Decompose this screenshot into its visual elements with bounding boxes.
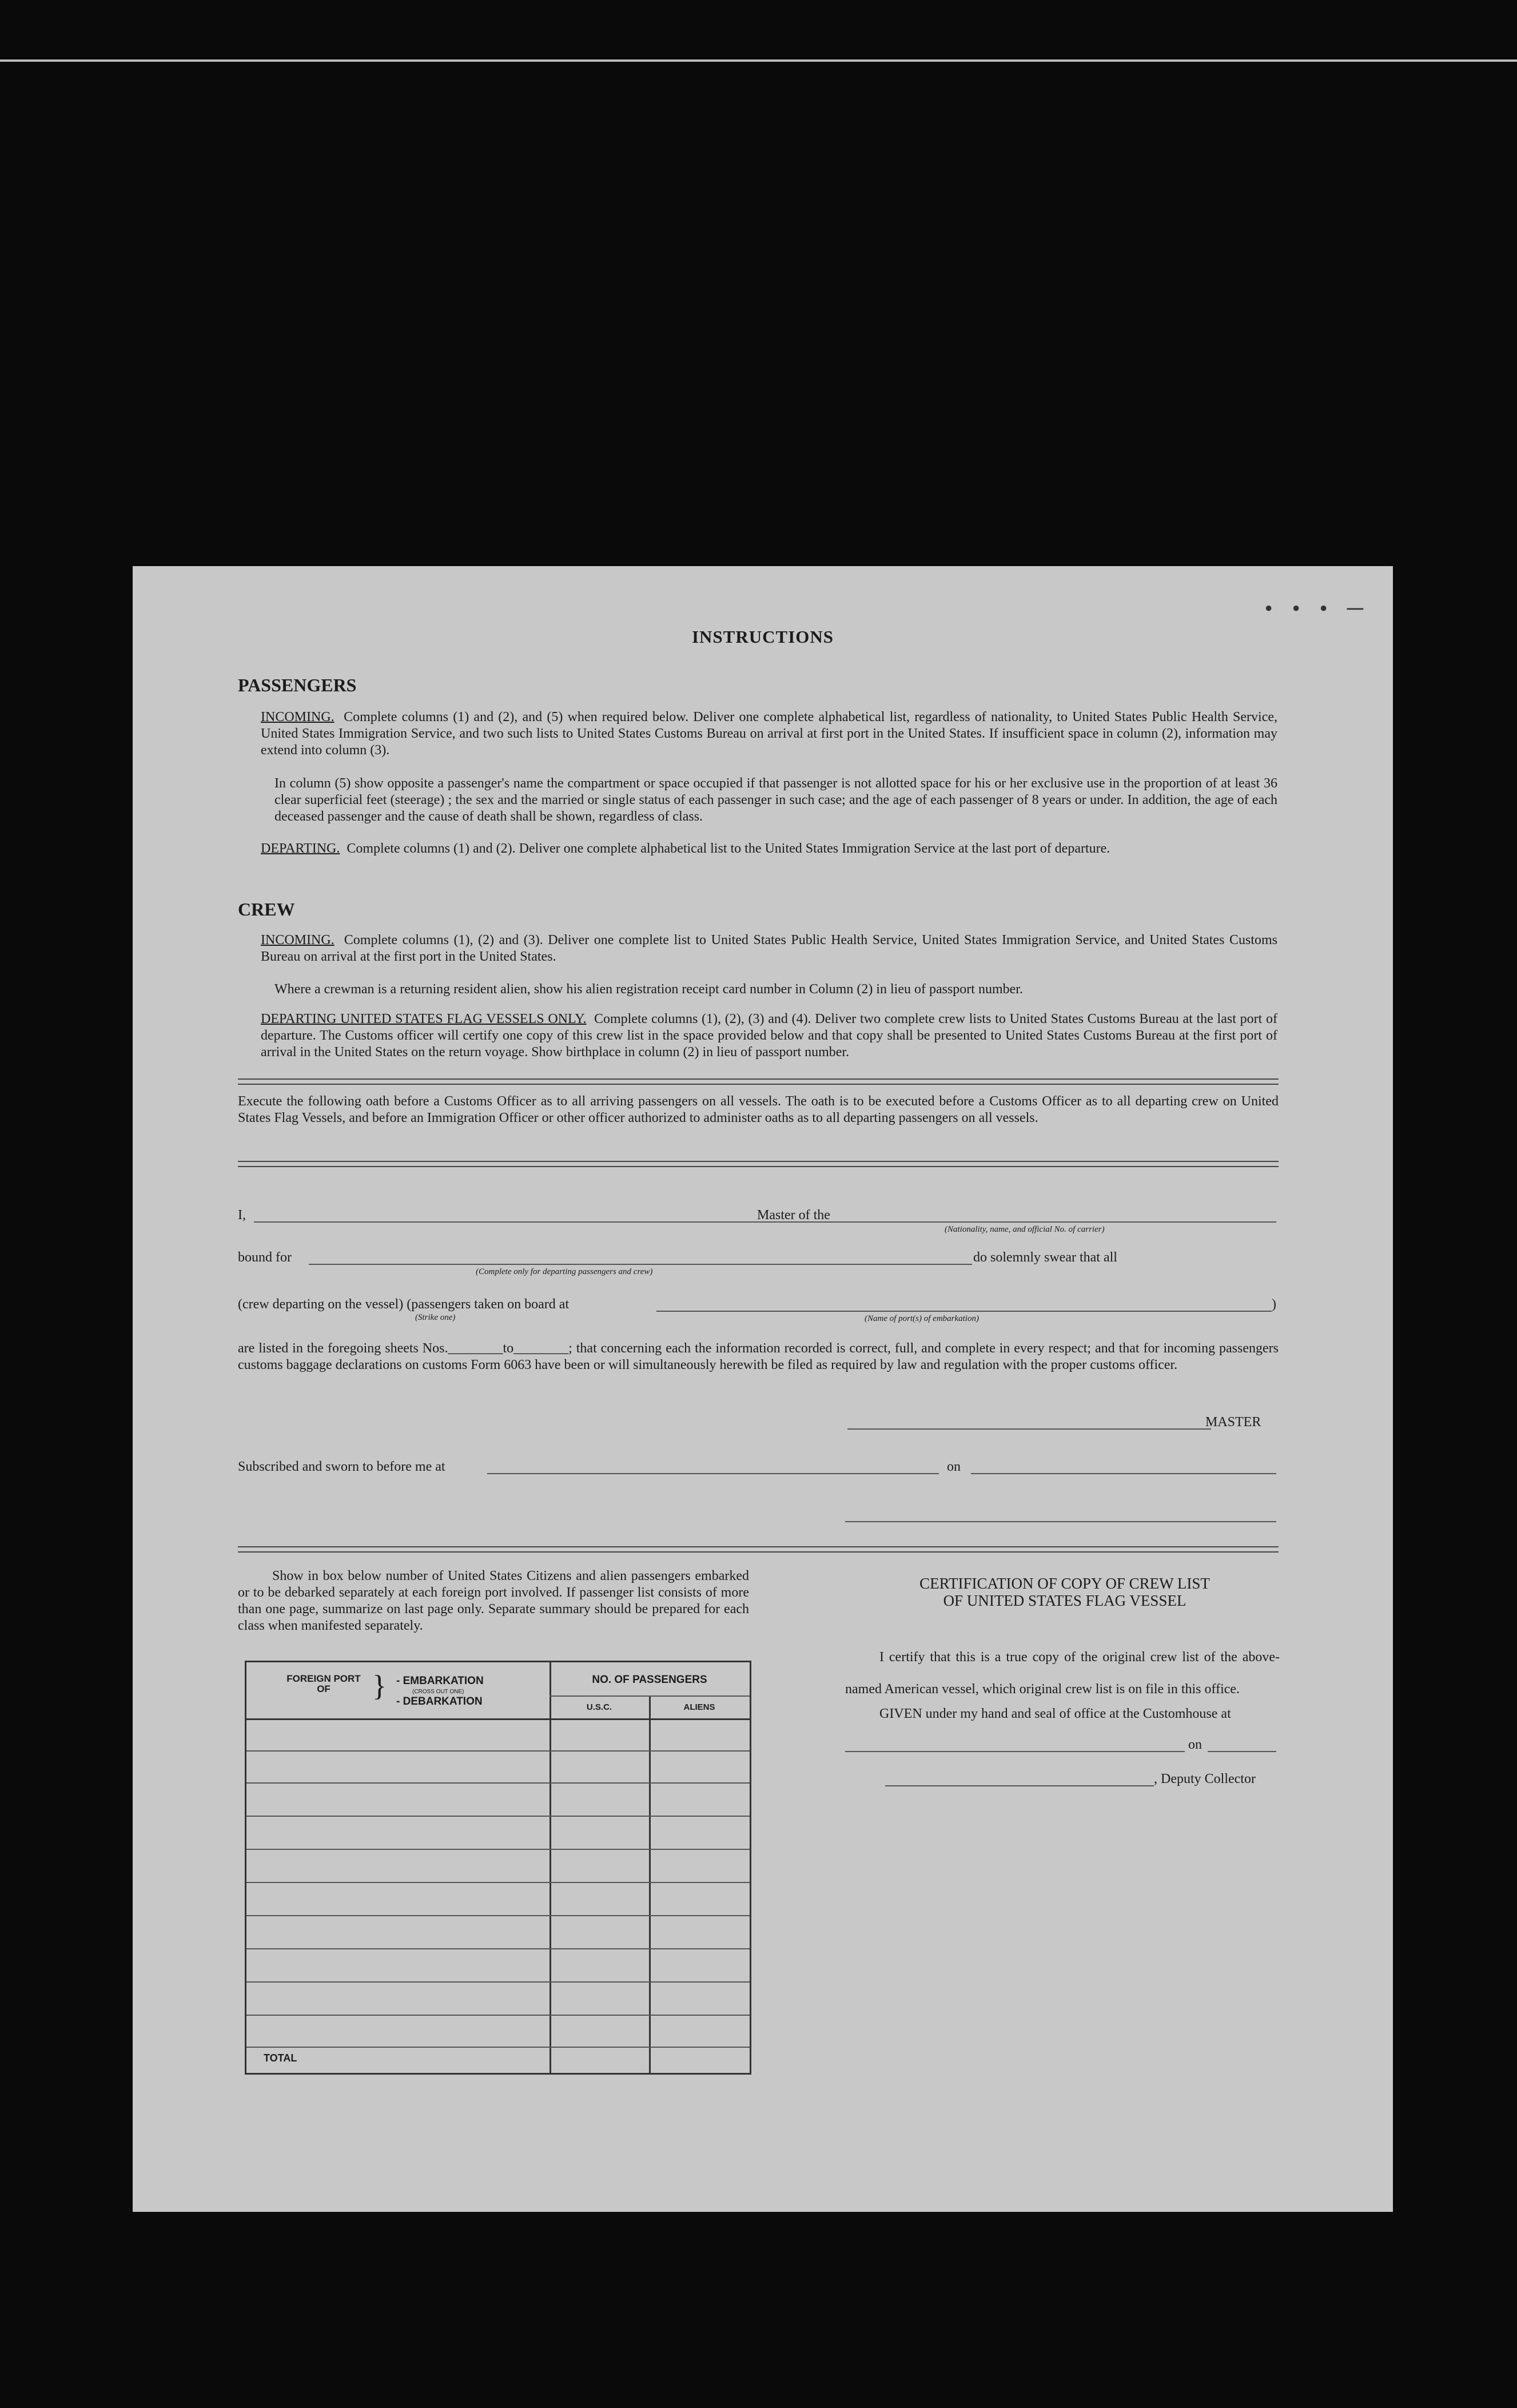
crew-departing — [261, 1011, 1277, 1061]
passengers-departing-label: DEPARTING. — [261, 841, 340, 856]
oath-listed-text: are listed in the foregoing sheets Nos.________to________; that concerning each the information recorded is correct, full, and complete in every respect; and that for incoming passengers customs baggage declarations on customs Form 6063 have been or will simultaneously herewith be filed as required by law and regulation with the proper customs officer. — [238, 1341, 1279, 1372]
officer-signature-line[interactable] — [845, 1521, 1276, 1522]
crew-incoming — [261, 932, 1277, 965]
table-vline — [649, 1697, 651, 2073]
subscribed-on: on — [947, 1459, 961, 1474]
crew-departing-text: Complete columns (1), (2), (3) and (4). Deliver two complete crew lists to United States Customs Bureau at the last port of departure. The Customs officer will certify one copy of this crew list in the space provided below and that copy shall be presented to United States Customs Bureau at the first port of arrival in the United States on the return voyage. Show birthplace in column (2) in lieu of passport number. — [261, 1012, 1277, 1060]
usc-label: U.S.C. — [586, 1702, 612, 1712]
passengers-incoming-text: Complete columns (1) and (2), and (5) when required below. Deliver one complete alphabetical list, regardless of nationality, to United States Public Health Service, United States Immigration Service, and two such lists to United States Customs Bureau on arrival at first port in the United States. If insufficient space in column (2), information may extend into column (3). — [261, 710, 1278, 758]
subscribed-label: Subscribed and sworn to before me at — [238, 1459, 445, 1474]
table-row — [246, 1882, 750, 1883]
divider — [238, 1161, 1279, 1167]
certification-date-line[interactable] — [1208, 1751, 1276, 1752]
embarkation-label: - EMBARKATION — [396, 1675, 484, 1687]
table-row — [246, 1981, 750, 1983]
oath-i: I, — [238, 1208, 246, 1223]
table-row — [246, 1782, 750, 1784]
master-signature-line[interactable] — [847, 1428, 1211, 1430]
oath-carrier-line[interactable] — [846, 1221, 1276, 1223]
table-row — [246, 2015, 750, 2016]
certification-heading-1: CERTIFICATION OF COPY OF CREW LIST — [919, 1575, 1210, 1592]
divider — [238, 1078, 1279, 1085]
crew-resident: Where a crewman is a returning resident alien, show his alien registration receipt card number in Column (2) in lieu of passport number. — [274, 982, 1023, 997]
port-caption: (Name of port(s) of embarkation) — [865, 1314, 979, 1323]
subscribed-place-line[interactable] — [487, 1473, 939, 1474]
given-text: GIVEN under my hand and seal of office at the Customhouse at — [879, 1706, 1231, 1721]
oath-destination-line[interactable] — [309, 1264, 972, 1265]
cross-out-label: (CROSS OUT ONE) — [412, 1689, 464, 1695]
oath-crew-departing: (crew departing on the vessel) (passengers taken on board at — [238, 1297, 570, 1312]
brace-icon: } — [372, 1670, 387, 1702]
page-title: INSTRUCTIONS — [691, 627, 834, 647]
oath-bound-for: bound for — [238, 1250, 292, 1265]
passengers-departing-text: Complete columns (1) and (2). Deliver one complete alphabetical list to the United States Immigration Service at the last port of departure. — [347, 841, 1110, 856]
no-of-passengers-label: NO. OF PASSENGERS — [592, 1674, 707, 1686]
crew-departing-label: DEPARTING UNITED STATES FLAG VESSELS ONLY. — [261, 1012, 587, 1026]
crew-incoming-label: INCOMING. — [261, 933, 335, 948]
complete-caption: (Complete only for departing passengers and crew) — [476, 1267, 653, 1276]
debarkation-label: - DEBARKATION — [396, 1695, 483, 1708]
passengers-heading: PASSENGERS — [238, 675, 357, 695]
oath-close-paren: ) — [1272, 1297, 1276, 1312]
oath-intro: Execute the following oath before a Customs Officer as to all arriving passengers on all vessels. The oath is to be executed before a Customs Officer as to all departing crew on United States Flag Vessels, and before an Immigration Officer or other officer authorized to administer oaths as to all departing passengers on all vessels. — [238, 1094, 1279, 1125]
crew-incoming-text: Complete columns (1), (2) and (3). Deliver one complete list to United States Public Health Service, United States Immigration Service, and United States Customs Bureau on arrival at the first port in the United States. — [261, 933, 1277, 964]
certification-on: on — [1188, 1737, 1202, 1752]
table-row — [246, 1915, 750, 1916]
nationality-caption: (Nationality, name, and official No. of carrier) — [945, 1225, 1105, 1234]
customhouse-line[interactable] — [845, 1751, 1185, 1752]
foreign-port-label: FOREIGN PORT OF — [286, 1673, 361, 1694]
table-row — [246, 1750, 750, 1752]
passengers-column5: In column (5) show opposite a passenger's name the compartment or space occupied if that passenger is not allotted space for his or her exclusive use in the proportion of at least 36 clear superficial feet (steerage) ; the sex and the married or single status of each passenger in such case; and the age of each passenger of 8 years or under. In addition, the age of each deceased passenger and the cause of death shall be shown, regardless of class. — [274, 776, 1277, 824]
corner-marks: • • • ─ — [1264, 595, 1370, 621]
table-row — [246, 1816, 750, 1817]
subscribed-date-line[interactable] — [971, 1473, 1276, 1474]
strike-one-caption: (Strike one) — [415, 1313, 456, 1322]
master-label: MASTER — [1205, 1415, 1261, 1430]
table-row — [246, 1948, 750, 1949]
aliens-label: ALIENS — [683, 1702, 715, 1712]
document-page — [133, 566, 1393, 2212]
deputy-signature-line[interactable] — [885, 1785, 1154, 1786]
oath-port-line[interactable] — [656, 1311, 1272, 1312]
deputy-collector-label: , Deputy Collector — [1154, 1772, 1256, 1786]
oath-master-of-the: Master of the — [757, 1208, 830, 1223]
passengers-incoming-label: INCOMING. — [261, 710, 335, 725]
table-row — [246, 2047, 750, 2048]
oath-solemnly: do solemnly swear that all — [973, 1250, 1117, 1265]
certify-text: I certify that this is a true copy of the original crew list of the above-named American vessel, which original crew list is on file in this office. — [845, 1650, 1280, 1697]
passengers-incoming — [261, 709, 1277, 759]
divider — [238, 1546, 1279, 1553]
crew-heading: CREW — [238, 899, 295, 920]
scan-top-border — [0, 59, 1517, 62]
passengers-departing — [261, 841, 1277, 857]
total-label: TOTAL — [264, 2052, 297, 2064]
table-subheader-line — [550, 1695, 750, 1697]
summary-note: Show in box below number of United States Citizens and alien passengers embarked or to be debarked separately at each foreign port involved. If passenger list consists of more than one page, summarize on last page only. Separate summary should be prepared for each class when manifested separately. — [238, 1569, 749, 1633]
table-vline — [550, 1662, 551, 2073]
passenger-summary-table — [245, 1661, 751, 2075]
certification-heading-2: OF UNITED STATES FLAG VESSEL — [943, 1592, 1186, 1609]
table-row — [246, 1849, 750, 1850]
